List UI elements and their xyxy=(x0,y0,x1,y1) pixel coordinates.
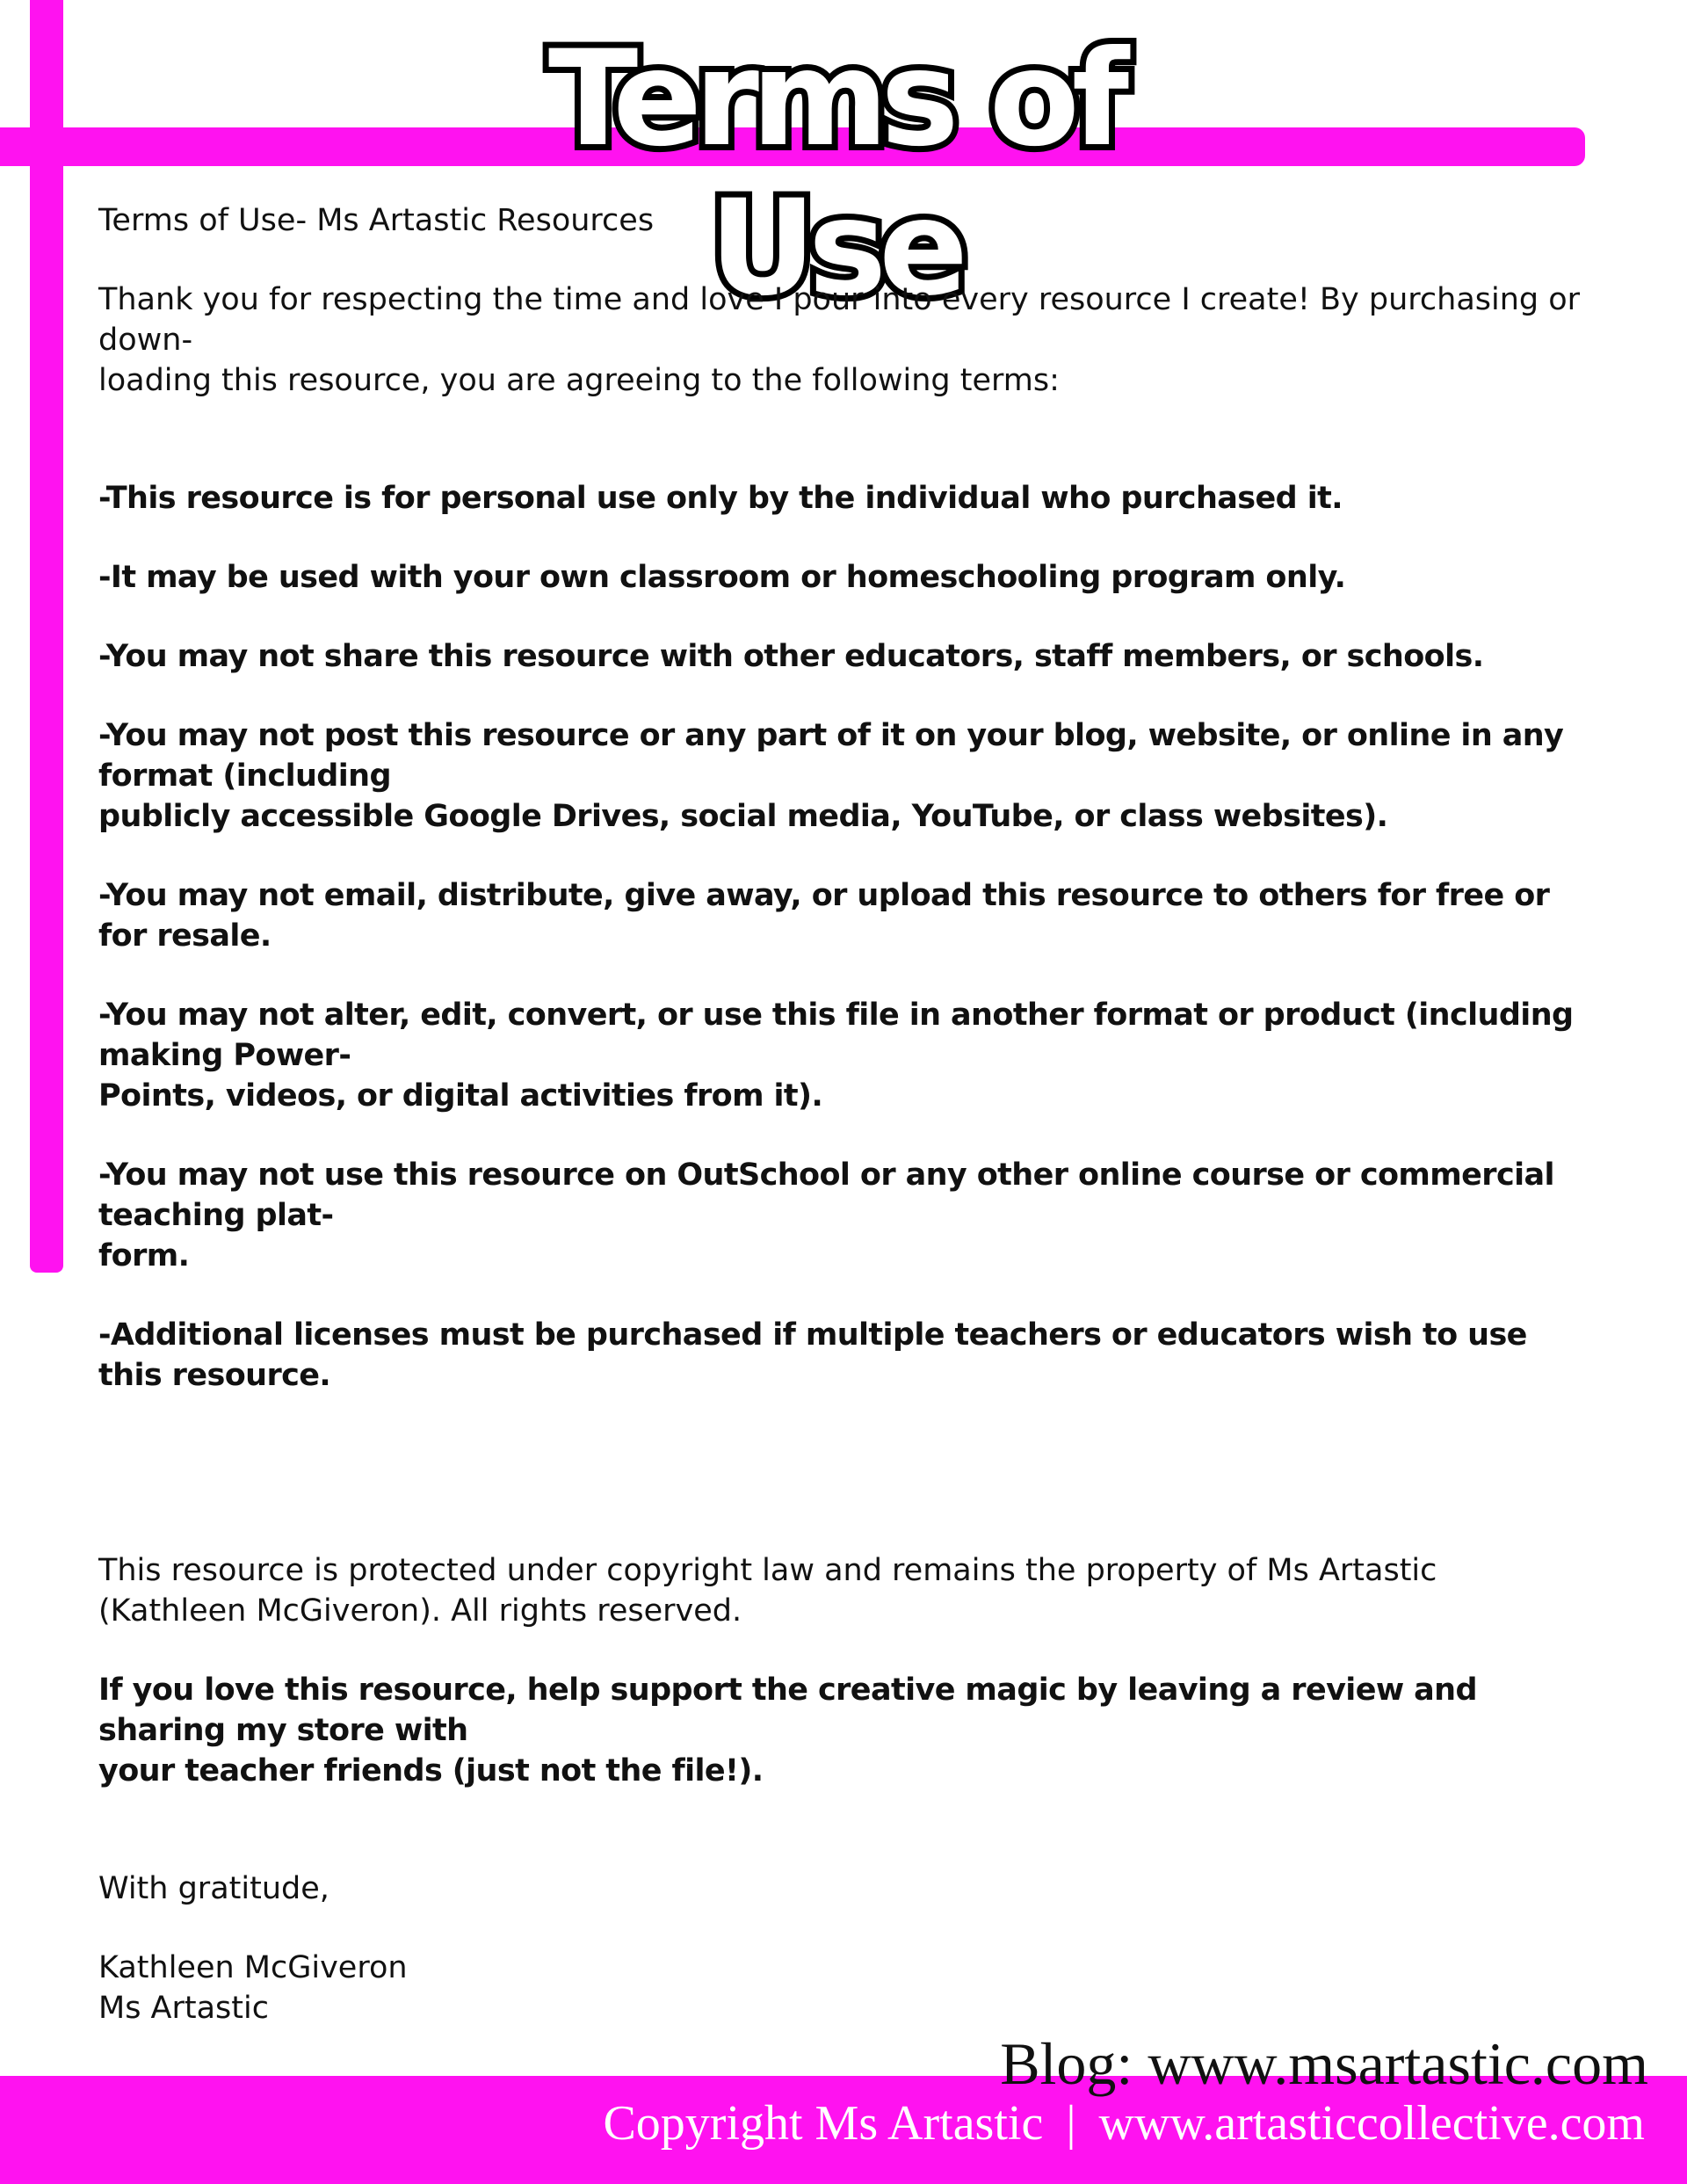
signature-brand: Ms Artastic xyxy=(98,1991,269,2026)
term-7-line-2: form. xyxy=(98,1238,190,1273)
signature-name: Kathleen McGiveron xyxy=(98,1950,408,1985)
copyright-notice-line-1: This resource is protected under copyright law and remains the property of Ms Artastic xyxy=(98,1553,1437,1588)
footer-copyright xyxy=(603,2092,1645,2155)
term-6-line-2: Points, videos, or digital activities from it). xyxy=(98,1078,823,1114)
document-body xyxy=(98,200,1592,2028)
term-2: -It may be used with your own classroom or homeschooling program only. xyxy=(98,560,1346,595)
support-line-1: If you love this resource, help support the creative magic by leaving a review and sharing my store with xyxy=(98,1672,1477,1748)
website-link[interactable]: www.artasticcollective.com xyxy=(1098,2096,1645,2151)
term-3: -You may not share this resource with other educators, staff members, or schools. xyxy=(98,639,1484,674)
term-6-line-1: -You may not alter, edit, convert, or use this file in another format or product (including making Power- xyxy=(98,998,1574,1073)
term-7-line-1: -You may not use this resource on OutSchool or any other online course or commercial teaching plat- xyxy=(98,1157,1554,1233)
term-4-line-1: -You may not post this resource or any part of it on your blog, website, or online in any format (including xyxy=(98,718,1564,794)
term-4-line-2: publicly accessible Google Drives, social media, YouTube, or class websites). xyxy=(98,799,1388,834)
footer-separator: | xyxy=(1066,2096,1076,2151)
intro-line-1: Thank you for respecting the time and love I pour into every resource I create! By purchasing or down- xyxy=(98,282,1581,358)
term-1: -This resource is for personal use only by the individual who purchased it. xyxy=(98,481,1343,516)
term-5: -You may not email, distribute, give away, or upload this resource to others for free or for resale. xyxy=(98,878,1550,954)
page-title: Terms of Use xyxy=(547,23,1122,325)
intro-line-2: loading this resource, you are agreeing to the following terms: xyxy=(98,363,1060,398)
closing: With gratitude, xyxy=(98,1871,329,1906)
copyright-text: Copyright Ms Artastic xyxy=(603,2096,1044,2151)
term-8: -Additional licenses must be purchased if multiple teachers or educators wish to use this resource. xyxy=(98,1317,1527,1393)
document-heading: Terms of Use- Ms Artastic Resources xyxy=(98,203,655,238)
blog-link[interactable]: Blog: www.msartastic.com xyxy=(1000,2030,1648,2097)
support-line-2: your teacher friends (just not the file!). xyxy=(98,1753,764,1789)
left-accent-bar xyxy=(30,0,63,1273)
copyright-notice-line-2: (Kathleen McGiveron). All rights reserved. xyxy=(98,1593,742,1629)
